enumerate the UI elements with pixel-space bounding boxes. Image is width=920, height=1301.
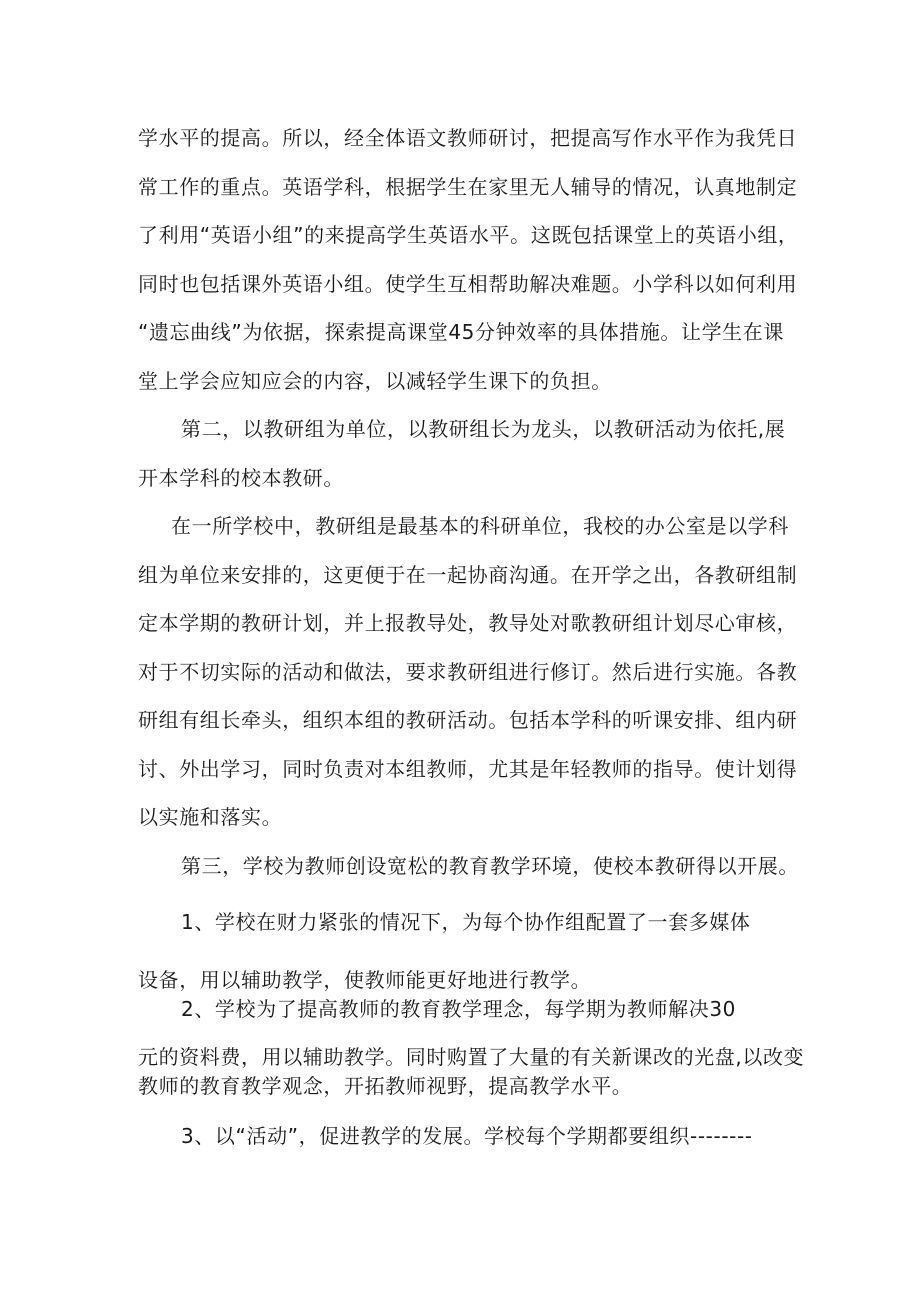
paragraph-line: 对于不切实际的活动和做法，要求教研组进行修订。然后进行实施。各教 xyxy=(138,660,798,684)
paragraph-line: 组为单位来安排的，这更便于在一起协商沟通。在开学之出，各教研组制 xyxy=(138,563,798,587)
paragraph-line: 常工作的重点。英语学科，根据学生在家里无人辅导的情况，认真地制定 xyxy=(138,175,798,199)
list-item-line: 元的资料费，用以辅助教学。同时购置了大量的有关新课改的光盘,以改变 xyxy=(138,1045,805,1069)
list-item-line: 3、以“活动”，促进教学的发展。学校每个学期都要组织-------- xyxy=(181,1124,753,1148)
paragraph-line: 定本学期的教研计划，并上报教导处，教导处对歌教研组计划尽心审核， xyxy=(138,611,798,635)
paragraph-line: 第二，以教研组为单位，以教研组长为龙头，以教研活动为依托,展 xyxy=(181,417,786,441)
list-item-line: 2、学校为了提高教师的教育教学理念，每学期为教师解决30 xyxy=(181,997,736,1021)
paragraph-line: “遗忘曲线”为依据，探索提高课堂45分钟效率的具体措施。让学生在课 xyxy=(138,320,784,344)
paragraph-line: 讨、外出学习，同时负责对本组教师，尤其是年轻教师的指导。使计划得 xyxy=(138,757,798,781)
list-item-line: 1、学校在财力紧张的情况下，为每个协作组配置了一套多媒体 xyxy=(181,910,751,934)
paragraph-line: 第三，学校为教师创设宽松的教育教学环境，使校本教研得以开展。 xyxy=(181,854,799,878)
paragraph-line: 开本学科的校本教研。 xyxy=(138,466,344,490)
paragraph-line: 研组有组长牵头，组织本组的教研活动。包括本学科的听课安排、组内研 xyxy=(138,708,798,732)
paragraph-line: 学水平的提高。所以，经全体语文教师研讨，把提高写作水平作为我凭日 xyxy=(138,126,798,150)
paragraph-line: 同时也包括课外英语小组。使学生互相帮助解决难题。小学科以如何利用 xyxy=(138,272,798,296)
list-item-line: 教师的教育教学观念，开拓教师视野，提高教学水平。 xyxy=(138,1074,633,1098)
paragraph-line: 以实施和落实。 xyxy=(138,805,283,829)
paragraph-line: 堂上学会应知应会的内容，以减轻学生课下的负担。 xyxy=(138,369,612,393)
paragraph-line: 了利用“英语小组”的来提高学生英语水平。这既包括课堂上的英语小组， xyxy=(138,223,799,247)
paragraph-line: 在一所学校中，教研组是最基本的科研单位，我校的办公室是以学科 xyxy=(171,514,789,538)
list-item-line: 设备，用以辅助教学，使教师能更好地进行教学。 xyxy=(138,968,592,992)
